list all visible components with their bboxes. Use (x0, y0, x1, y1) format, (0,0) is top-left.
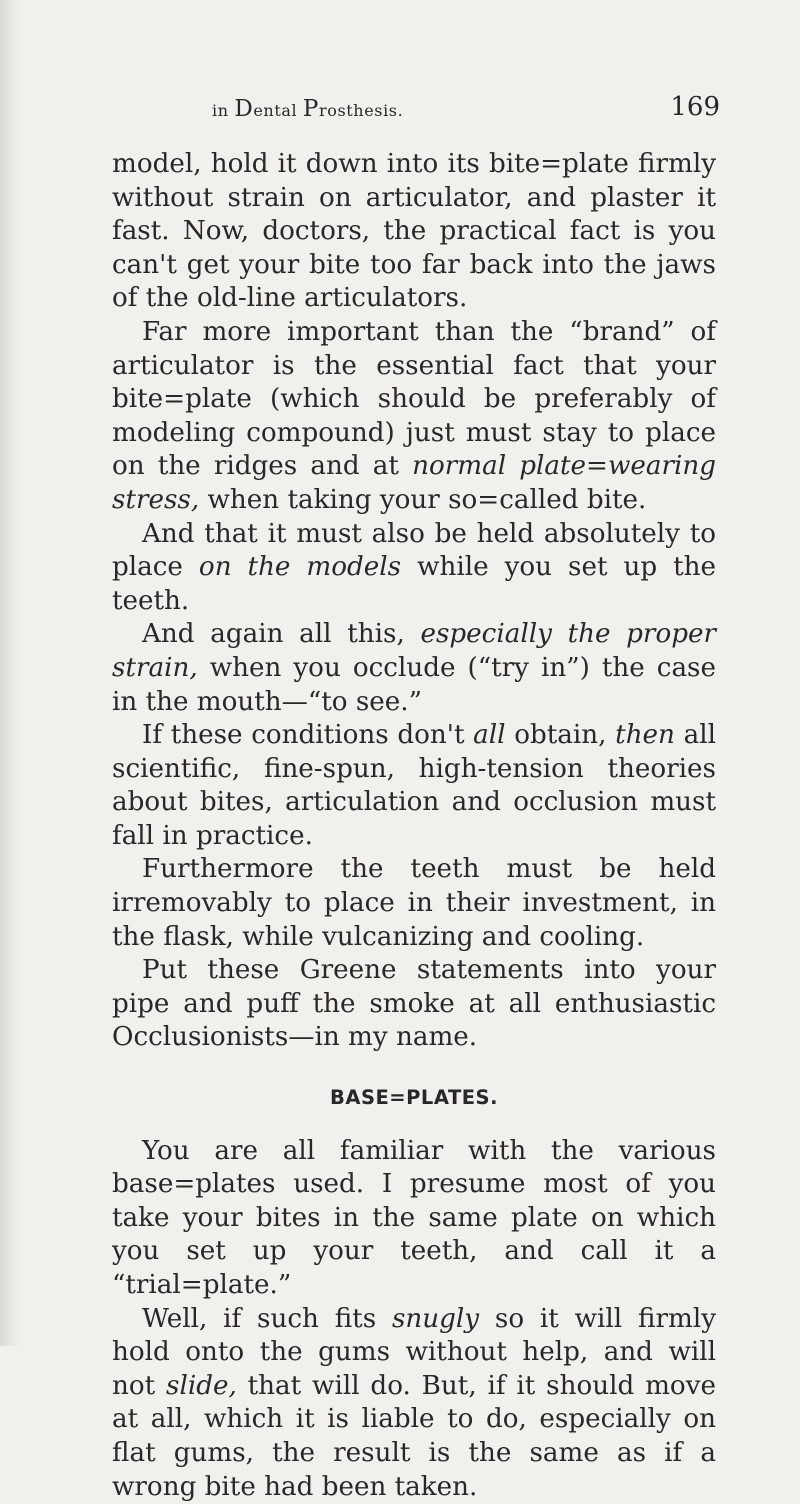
paragraph-5: If these conditions don't all obtain, then all scientific, fine-spun, high-tension theories about bites, articulation and occlusion must fall in practice. (112, 720, 716, 851)
paragraph-6: Furthermore the teeth must be held irremovably to place in their investment, in the flask, while vulcanizing and cooling. (112, 854, 716, 952)
emphasis-text: normal plate=wearing stress, (112, 451, 716, 515)
emphasis-text: snugly (391, 1303, 480, 1334)
emphasis-text: slide, (166, 1370, 237, 1401)
running-head-part: rosthesis. (318, 101, 404, 120)
emphasis-text: on the models (198, 552, 402, 583)
emphasis-text: especially the proper strain, (112, 619, 717, 683)
section-heading: BASE=PLATES. (329, 1086, 499, 1110)
paragraph-4: And again all this, especially the proper strain, when you occlude (“try in”) the case in the mouth—“to see.” (112, 619, 717, 717)
paragraph-1: model, hold it down into its bite=plate firmly without strain on articulator, and plaster it fast. Now, doctors, the practical fact is you can't get your bite too far back into the jaws of the old-line articulators. (112, 149, 716, 314)
emphasis-text: all (473, 720, 506, 751)
running-head-part: ental (253, 101, 303, 120)
running-head-part: D (234, 96, 254, 122)
section-paragraph-1: You are all familiar with the various base=plates used. I presume most of you take your bites in the same plate on which you set up your teeth, and call it a “trial=plate.” (112, 1135, 716, 1300)
running-head-part: in (212, 101, 235, 120)
section-paragraph-2: Well, if such fits snugly so it will firmly hold onto the gums without help, and will not slide, that will do. But, if it should move at all, which it is liable to do, especially on flat gums, the result is the same as if a wrong bite had been taken. (112, 1303, 716, 1502)
paragraph-7: Put these Greene statements into your pipe and puff the smoke at all enthusiastic Occlusionists—in my name. (112, 955, 716, 1053)
paragraph-2: Far more important than the “brand” of articulator is the essential fact that your bite=plate (which should be preferably of modeling compound) just must stay to place on the ridges and at normal plate=wearing stress, when taking your so=called bite. (112, 316, 716, 515)
paragraph-3: And that it must also be held absolutely to place on the models while you set up the teeth. (112, 518, 717, 616)
emphasis-text: then (615, 720, 675, 751)
running-head-part: P (302, 96, 319, 122)
page-header (112, 88, 720, 124)
running-head (212, 96, 403, 122)
page-body (112, 148, 716, 1504)
page-edge-shadow (0, 0, 22, 1346)
page-number: 169 (670, 92, 720, 122)
